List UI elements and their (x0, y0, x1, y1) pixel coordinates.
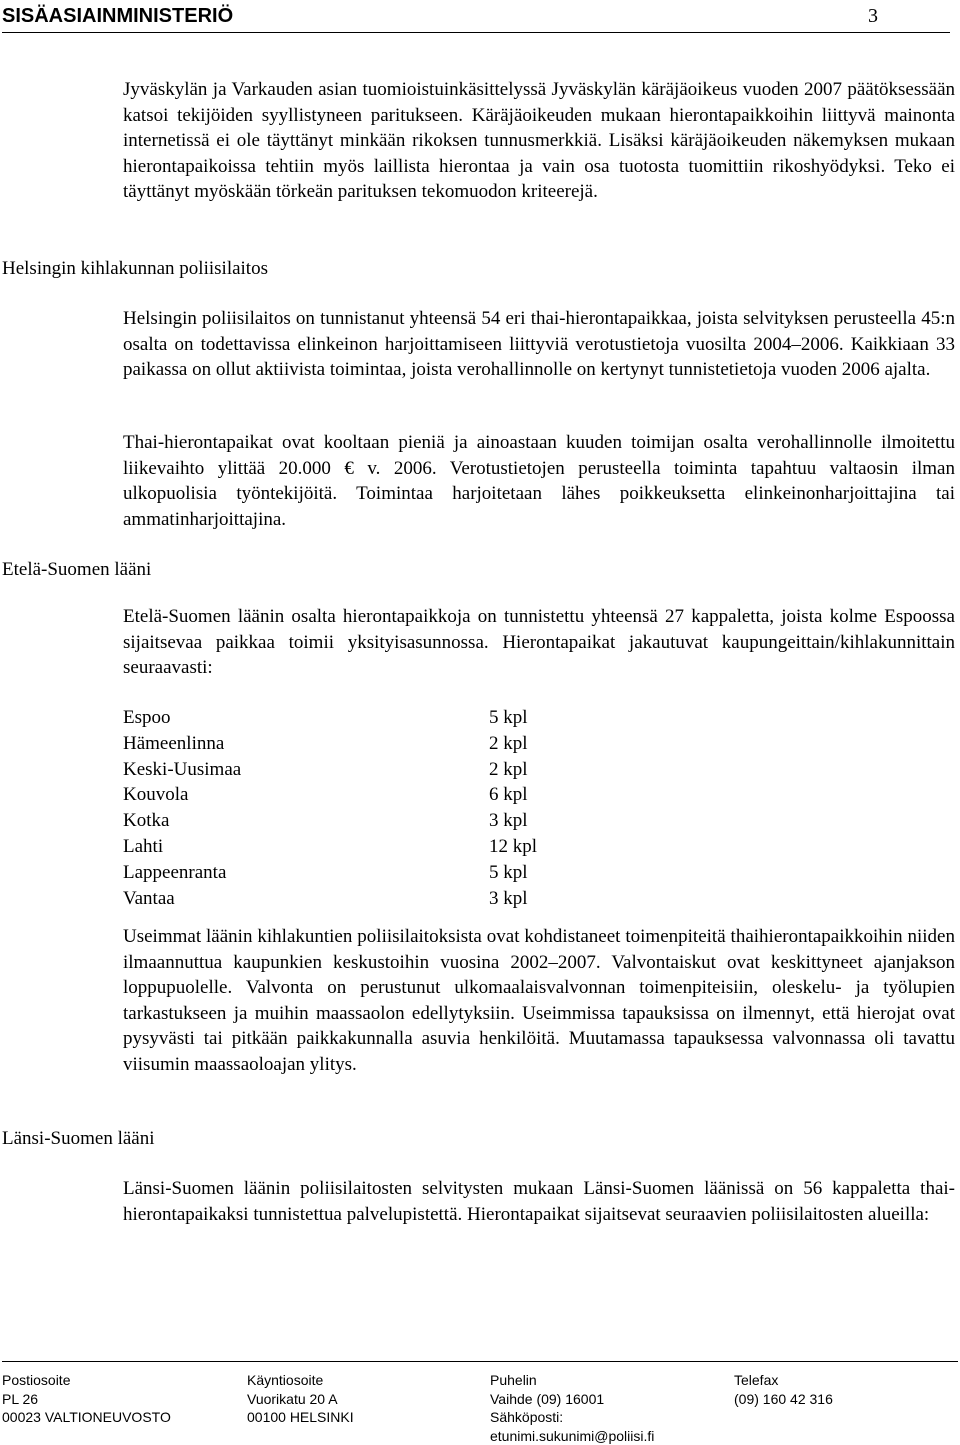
organization-name: SISÄASIAINMINISTERIÖ (2, 5, 234, 27)
footer-phone (490, 1371, 654, 1445)
helsinki-paragraph-1: Helsingin poliisilaitos on tunnistanut yhteensä 54 eri thai-hierontapaikkaa, joista selvityksen perusteella 45:n osalta on todettavissa elinkeinon harjoittamiseen liittyviä verotustietoja vuosilta 2004–2006. Kaikkiaan 33 paikassa on ollut aktiivista toimintaa, joista verohallinnolle on kertynyt tunnistetietoja vuoden 2006 ajalta. (123, 308, 955, 381)
footer-visiting-address (247, 1371, 354, 1427)
city-count: 5 kpl (489, 861, 528, 883)
footer-label: Telefax (734, 1372, 779, 1388)
table-row (123, 705, 623, 731)
city-count: 6 kpl (489, 784, 528, 806)
city-name: Espoo (123, 707, 171, 728)
city-count: 3 kpl (489, 810, 528, 832)
lansi-suomi-paragraph-1: Länsi-Suomen läänin poliisilaitosten selvitysten mukaan Länsi-Suomen läänissä on 56 kappaletta thai-hierontapaikaksi tunnistettua palvelupistettä. Hierontapaikat sijaitsevat seuraavien poliisilaitosten alueilla: (123, 1178, 955, 1225)
footer-divider (2, 1361, 958, 1362)
city-count: 2 kpl (489, 758, 528, 780)
footer-line: 00023 VALTIONEUVOSTO (2, 1409, 171, 1426)
table-row (123, 886, 623, 912)
city-name: Lappeenranta (123, 861, 227, 883)
footer-fax (734, 1371, 833, 1408)
section-heading-lansi-suomi: Länsi-Suomen lääni (2, 1128, 155, 1149)
footer-line: (09) 160 42 316 (734, 1390, 833, 1407)
city-count: 12 kpl (489, 835, 538, 857)
email-address: etunimi.sukunimi@poliisi.fi (490, 1427, 655, 1444)
table-row (123, 834, 623, 860)
footer-label: Postiosoite (2, 1372, 71, 1388)
table-row (123, 860, 623, 886)
city-name: Hämeenlinna (123, 732, 225, 754)
page-header (2, 4, 878, 28)
footer-line: Vuorikatu 20 A (247, 1390, 338, 1407)
table-row (123, 757, 623, 783)
header-divider (2, 32, 950, 33)
footer-label: Käyntiosoite (247, 1372, 324, 1388)
table-row (123, 782, 623, 808)
city-name: Lahti (123, 835, 164, 857)
footer-line: Sähköposti: (490, 1409, 564, 1426)
page-number: 3 (868, 5, 878, 27)
city-name: Kouvola (123, 784, 189, 806)
footer-postal-address (2, 1371, 171, 1427)
table-row (123, 808, 623, 834)
city-count-table (123, 705, 623, 911)
footer-line: PL 26 (2, 1390, 39, 1407)
footer-label: Puhelin (490, 1372, 537, 1388)
helsinki-paragraph-2: Thai-hierontapaikat ovat kooltaan pieniä ja ainoastaan kuuden toimijan osalta verohallinnolle ilmoitettu liikevaihto ylittää 20.000 € v. 2006. Verotustietojen perusteella toiminta tapahtuu valtaosin ilman ulkopuolisia työntekijöitä. Toimintaa harjoitetaan lähes poikkeuksetta elinkeinonharjoittajina tai ammatinharjoittajina. (123, 432, 955, 530)
city-count: 2 kpl (489, 732, 528, 754)
city-name: Keski-Uusimaa (123, 758, 242, 780)
footer-line: 00100 HELSINKI (247, 1409, 354, 1426)
etela-suomi-paragraph-2: Useimmat läänin kihlakuntien poliisilaitoksista ovat kohdistaneet toimenpiteitä thaihierontapaikkoihin niiden ilmaannuttua kaupunkien keskustoihin vuosina 2002–2007. Valvontaiskut ovat keskittyneet ajanjakson loppupuolelle. Valvonta on perustunut ulkomaalaisvalvonnan toimenpiteisiin, oleskelu- ja työlupien tarkastukseen ja muihin maassaolon edellytyksiin. Useimmissa tapauksissa on ilmennyt, että hierojat ovat pysyvästi tai pitkään paikkakunnalla asuvia henkilöitä. Muutamassa tapauksessa valvonnassa oli tavattu viisumin maassaoloajan ylitys. (123, 926, 955, 1075)
table-row (123, 731, 623, 757)
section-heading-etela-suomi: Etelä-Suomen lääni (2, 559, 152, 580)
footer-line: Vaihde (09) 16001 (490, 1390, 605, 1407)
city-name: Kotka (123, 810, 170, 832)
city-name: Vantaa (123, 887, 175, 909)
section-heading-helsinki: Helsingin kihlakunnan poliisilaitos (2, 258, 268, 279)
intro-paragraph: Jyväskylän ja Varkauden asian tuomioistuinkäsittelyssä Jyväskylän käräjäoikeus vuoden 2007 päätöksessään katsoi tekijöiden syyllistyneen paritukseen. Käräjäoikeuden mukaan hierontapaikkoihin liittyvä mainonta internetissä ei ole täyttänyt minkään rikoksen tunnusmerkkiä. Lisäksi käräjäoikeuden näkemyksen mukaan hierontapaikoissa tehtiin myös laillista hierontaa ja vain osa tuotosta tuomittiin rikoshyödyksi. Teko ei täyttänyt myöskään törkeän parituksen tekomuodon kriteerejä. (123, 79, 955, 203)
city-count: 3 kpl (489, 887, 528, 909)
city-count: 5 kpl (489, 707, 528, 728)
etela-suomi-paragraph-1: Etelä-Suomen läänin osalta hierontapaikkoja on tunnistettu yhteensä 27 kappaletta, joista kolme Espoossa sijaitsevaa paikkaa toimii yksityisasunnossa. Hierontapaikat jakautuvat kaupungeittain/kihlakunnittain seuraavasti: (123, 606, 955, 679)
